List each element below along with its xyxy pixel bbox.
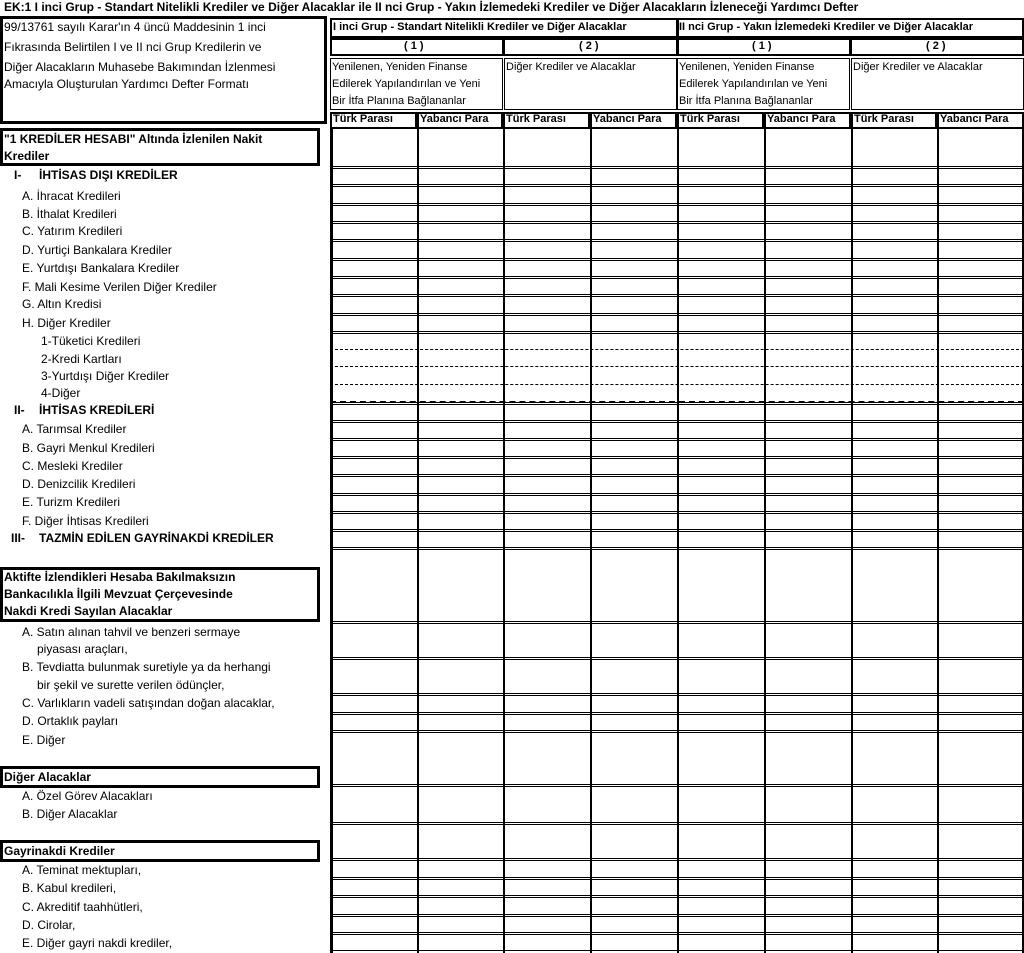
grid-hline [330, 897, 1024, 898]
grid-hline [330, 732, 1024, 733]
grid-hline [330, 474, 1024, 475]
sub-list-item: 1-Tüketici Kredileri [41, 334, 141, 348]
currency-header-label: Türk Parası [333, 113, 393, 125]
subgroup-desc-text: Bir İtfa Planına Bağlananlar [679, 95, 813, 107]
grid-hline [330, 438, 1024, 439]
list-item: B. Kabul kredileri, [22, 881, 117, 895]
grid-hline [330, 695, 1024, 696]
group-label-2: II nci Grup - Yakın İzlemedeki Krediler ve Diğer Alacaklar [679, 21, 974, 33]
grid-dashed-line [330, 384, 1024, 385]
section-4-title: Gayrinakdi Krediler [4, 844, 115, 858]
list-item: E. Diğer gayri nakdi krediler, [22, 936, 173, 950]
roman-numeral: I- [14, 168, 22, 182]
grid-hline [330, 511, 1024, 512]
grid-hline [330, 712, 1024, 713]
list-item: A. Teminat mektupları, [22, 863, 142, 877]
section-1-title: Krediler [4, 149, 50, 163]
data-grid [330, 129, 1024, 953]
grid-hline [330, 932, 1024, 933]
page-title: EK:1 I inci Grup - Standart Nitelikli Krediler ve Diğer Alacaklar ile II nci Grup - Yakın İzlemedeki Krediler ve Diğer Alacakların İzleneceği Yardımcı Defter [4, 0, 859, 14]
section-2-title: Bankacılıkla İlgili Mevzuat Çerçevesinde [4, 587, 233, 601]
subgroup-desc-text: Bir İtfa Planına Bağlananlar [332, 95, 466, 107]
grid-hline [330, 294, 1024, 295]
grid-hline [330, 440, 1024, 441]
currency-header-label: Türk Parası [680, 113, 740, 125]
tazmin-heading: TAZMİN EDİLEN GAYRİNAKDİ KREDİLER [39, 531, 274, 545]
grid-hline [330, 260, 1024, 261]
intro-line: Diğer Alacakların Muhasebe Bakımından İzlenmesi [4, 60, 276, 74]
grid-hline [330, 531, 1024, 532]
grid-dashed-line [330, 366, 1024, 367]
list-item: G. Altın Kredisi [22, 297, 102, 311]
sub-list-item: 4-Diğer [41, 386, 81, 400]
grid-vline [937, 129, 939, 953]
grid-hline [330, 315, 1024, 316]
list-item: B. Gayri Menkul Kredileri [22, 441, 155, 455]
intro-line: 99/13761 sayılı Karar'ın 4 üncü Maddesinin 1 inci [4, 20, 266, 34]
subgroup-desc-text: Diğer Krediler ve Alacaklar [506, 61, 636, 73]
grid-hline [330, 659, 1024, 660]
grid-dashed-line [330, 401, 1024, 403]
subgroup-desc-text: Edilerek Yapılandırılan ve Yeni [679, 78, 828, 90]
grid-hline [330, 914, 1024, 915]
section-1-title: "1 KREDİLER HESABI" Altında İzlenilen Nakit [4, 132, 263, 146]
list-item: F. Mali Kesime Verilen Diğer Krediler [22, 280, 217, 294]
subgroup-num-label: ( 2 ) [579, 40, 599, 52]
currency-header-label: Yabancı Para [420, 113, 489, 125]
grid-hline [330, 657, 1024, 658]
grid-hline [330, 313, 1024, 314]
roman-numeral: II- [14, 403, 25, 417]
grid-vline [503, 129, 505, 953]
currency-header-label: Yabancı Para [767, 113, 836, 125]
grid-hline [330, 916, 1024, 917]
list-item: E. Turizm Kredileri [22, 495, 121, 509]
grid-hline [330, 278, 1024, 279]
grid-hline [330, 547, 1024, 548]
section-2-title: Nakdi Kredi Sayılan Alacaklar [4, 604, 173, 618]
grid-hline [330, 223, 1024, 224]
list-item: A. Satın alınan tahvil ve benzeri sermaye [22, 625, 241, 639]
grid-hline [330, 241, 1024, 242]
grid-hline [330, 186, 1024, 187]
grid-hline [330, 784, 1024, 785]
grid-hline [330, 493, 1024, 494]
grid-hline [330, 693, 1024, 694]
grid-hline [330, 331, 1024, 332]
list-item-cont: piyasası araçları, [37, 642, 128, 656]
subgroup-num-label: ( 1 ) [752, 40, 772, 52]
sub-list-item: 2-Kredi Kartları [41, 352, 122, 366]
grid-hline [330, 950, 1024, 951]
list-item: A. İhracat Kredileri [22, 189, 121, 203]
grid-hline [330, 786, 1024, 787]
grid-hline [330, 549, 1024, 550]
grid-hline [330, 239, 1024, 240]
list-item-cont: bir şekil ve surette verilen ödünçler, [37, 678, 225, 692]
grid-hline [330, 879, 1024, 880]
list-item: D. Yurtiçi Bankalara Krediler [22, 243, 172, 257]
list-item: E. Diğer [22, 733, 66, 747]
currency-header-label: Türk Parası [854, 113, 914, 125]
grid-hline [330, 221, 1024, 222]
list-item: C. Mesleki Krediler [22, 459, 123, 473]
grid-hline [330, 205, 1024, 206]
grid-hline [330, 824, 1024, 825]
list-item: D. Ortaklık payları [22, 714, 119, 728]
grid-hline [330, 714, 1024, 715]
ihtisas-disi-heading: İHTİSAS DIŞI KREDİLER [39, 168, 178, 182]
grid-hline [330, 513, 1024, 514]
subgroup-desc-text: Edilerek Yapılandırılan ve Yeni [332, 78, 481, 90]
grid-hline [330, 184, 1024, 185]
grid-hline [330, 168, 1024, 169]
grid-hline [330, 333, 1024, 334]
grid-hline [330, 296, 1024, 297]
grid-hline [330, 495, 1024, 496]
grid-hline [330, 877, 1024, 878]
subgroup-desc-text: Yenilenen, Yeniden Finanse [332, 61, 468, 73]
grid-hline [330, 529, 1024, 530]
grid-hline [330, 166, 1024, 167]
grid-vline [677, 129, 679, 953]
grid-hline [330, 860, 1024, 861]
currency-header-label: Yabancı Para [940, 113, 1009, 125]
grid-hline [330, 822, 1024, 823]
section-2-title: Aktifte İzlendikleri Hesaba Bakılmaksızın [4, 570, 236, 584]
list-item: D. Denizcilik Kredileri [22, 477, 136, 491]
grid-vline [330, 129, 333, 953]
list-item: B. Diğer Alacaklar [22, 807, 118, 821]
list-item: C. Akreditif taahhütleri, [22, 900, 143, 914]
currency-header-label: Yabancı Para [593, 113, 662, 125]
section-3-title: Diğer Alacaklar [4, 770, 91, 784]
grid-hline [330, 422, 1024, 423]
subgroup-desc-text: Yenilenen, Yeniden Finanse [679, 61, 815, 73]
subgroup-num-label: ( 1 ) [404, 40, 424, 52]
list-item: C. Yatırım Kredileri [22, 224, 123, 238]
list-item: H. Diğer Krediler [22, 316, 111, 330]
grid-hline [330, 404, 1024, 405]
subgroup-desc-text: Diğer Krediler ve Alacaklar [853, 61, 983, 73]
grid-hline [330, 458, 1024, 459]
list-item: A. Tarımsal Krediler [22, 422, 127, 436]
list-item: B. Tevdiatta bulunmak suretiyle ya da herhangi [22, 660, 271, 674]
list-item: B. İthalat Kredileri [22, 207, 117, 221]
list-item: F. Diğer İhtisas Kredileri [22, 514, 149, 528]
grid-hline [330, 276, 1024, 277]
grid-vline [764, 129, 766, 953]
grid-hline [330, 730, 1024, 731]
grid-hline [330, 203, 1024, 204]
grid-vline [590, 129, 592, 953]
grid-hline [330, 934, 1024, 935]
grid-hline [330, 623, 1024, 624]
grid-vline [417, 129, 419, 953]
list-item: D. Cirolar, [22, 918, 76, 932]
roman-numeral: III- [11, 531, 25, 545]
grid-hline [330, 476, 1024, 477]
list-item: E. Yurtdışı Bankalara Krediler [22, 261, 180, 275]
group-label-1: I inci Grup - Standart Nitelikli Krediler ve Diğer Alacaklar [333, 21, 627, 33]
subgroup-num-label: ( 2 ) [926, 40, 946, 52]
grid-dashed-line [330, 349, 1024, 350]
intro-line: Fıkrasında Belirtilen I ve II nci Grup Kredilerin ve [4, 40, 262, 54]
grid-hline [330, 420, 1024, 421]
list-item: A. Özel Görev Alacakları [22, 789, 153, 803]
grid-vline [851, 129, 853, 953]
grid-hline [330, 895, 1024, 896]
grid-hline [330, 858, 1024, 859]
currency-header-label: Türk Parası [506, 113, 566, 125]
grid-hline [330, 621, 1024, 622]
intro-line: Amacıyla Oluşturulan Yardımcı Defter Formatı [4, 77, 249, 91]
ihtisas-heading: İHTİSAS KREDİLERİ [39, 403, 155, 417]
list-item: C. Varlıkların vadeli satışından doğan alacaklar, [22, 696, 275, 710]
sub-list-item: 3-Yurtdışı Diğer Krediler [41, 369, 170, 383]
grid-hline [330, 456, 1024, 457]
grid-hline [330, 258, 1024, 259]
